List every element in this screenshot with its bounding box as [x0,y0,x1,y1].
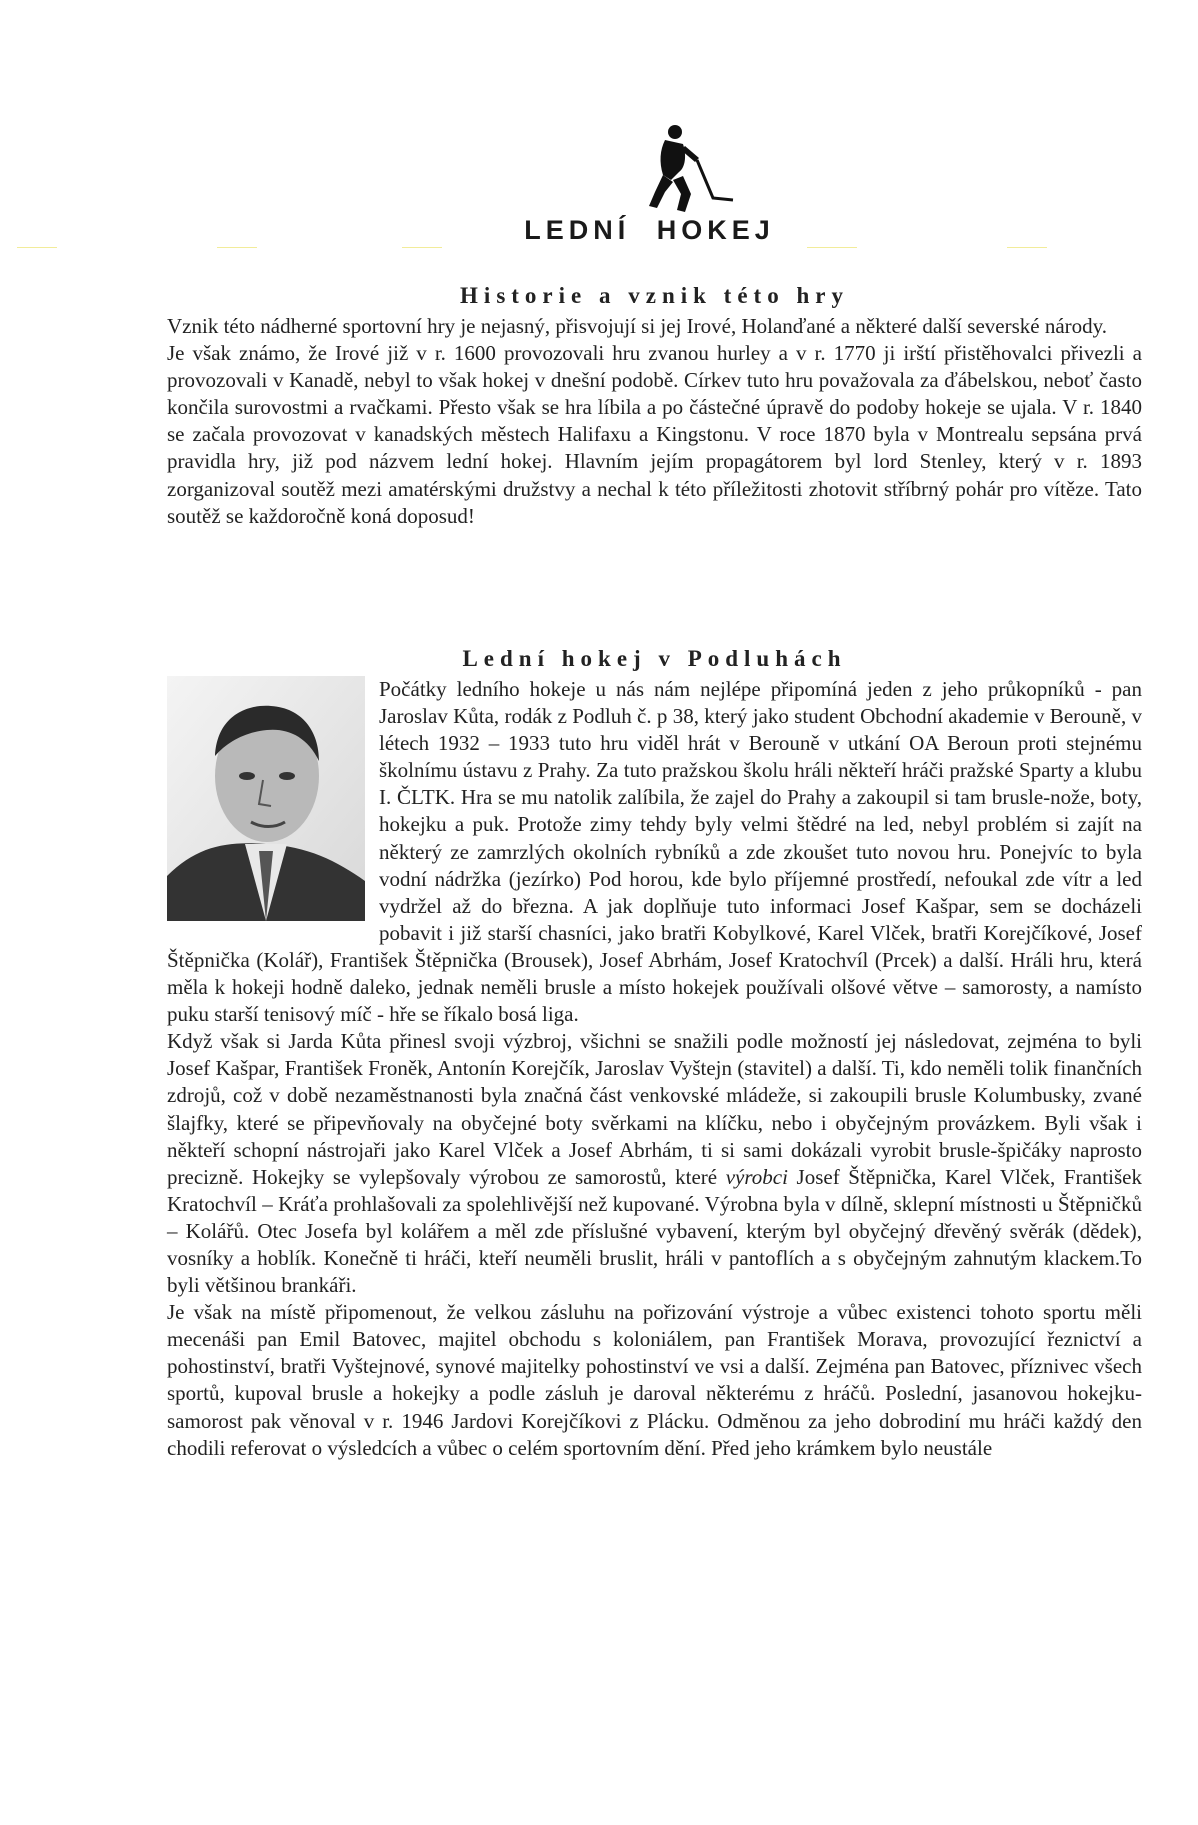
text-run: Josef Štěpnička, Karel Vlček, František Kratochvíl – Kráťa prohlašovali za spolehlivější než kupované. Výrobna byla v dílně, sklepní místnosti u Štěpničků – Kolářů. Otec Josefa byl kolářem a měl zde příslušné vybavení, kterým byl obyčejný dřevěný svěrák (dědek), vosníky a hoblík. Konečně ti hráči, kteří neuměli bruslit, hráli v pantoflích a s obyčejným zahnutým klackem.To byli většinou brankáři. [167,1164,1142,1298]
text-run: Když však si Jarda Kůta přinesl svoji výzbroj, všichni se snažili podle možností jej následovat, zejména to byli Josef Kašpar, František Froněk, Antonín Korejčík, Jaroslav Vyštejn (stavitel) a další. Ti, kdo neměli tolik finančních zdrojů, což v době nezaměstnanosti byla značná část venkovské mládeže, si zakoupili brusle Kolumbusky, zvané šlajfky, které se připevňovaly na obyčejné boty svěrkami na klíčku, nebo i obyčejným provázkem. Byli však i někteří schopní nástrojaři jako Karel Vlček a Josef Abrhám, ti si sami dokázali vyrobit brusle-špičáky naprosto precizně. Hokejky se vylepšovaly výrobou ze samorostů, které [167,1029,1142,1189]
hockey-player-icon [615,120,745,225]
paragraph: Je však na místě připomenout, že velkou zásluhu na pořizování výstroje a vůbec existenci tohoto sportu měli mecenáši pan Emil Batovec, majitel obchodu s koloniálem, pan František Morava, provozující řeznictví a pohostinství, bratři Vyštejnové, synové majitelky pohostinství ve vsi a další. Zejména pan Batovec, příznivec všech sportů, kupoval brusle a hokejky a podle zásluh je daroval některému z hráčů. Poslední, jasanovou hokejku-samorost pak věnoval v r. 1946 Jardovi Korejčíkovi z Plácku. Odměnou za jeho dobrodiní mu hráči každý den chodili referovat o výsledcích a vůbec o celém sportovním dění. Před jeho krámkem bylo neustále [167,1300,1142,1460]
divider-line [807,247,857,248]
text-run-italic: výrobci [725,1164,788,1189]
divider-line [217,247,257,248]
paragraph: Počátky ledního hokeje u nás nám nejlépe připomíná jeden z jeho průkopníků - pan Jaroslav Kůta, rodák z Podluh č. p 38, který jako student Obchodní akademie v Berouně, v létech 1932 – 1933 tuto hru viděl hrát v Berouně v utkání OA Beroun proti stejnému školnímu ústavu z Prahy. Za tuto pražskou školu hráli někteří hráči pražské Sparty a klubu I. ČLTK. Hra se mu natolik zalíbila, že zajel do Prahy a zakoupil si tam brusle-nože, boty, hokejku a puk. Protože zimy tehdy byly velmi štědré na led, nebyl problém si zajít na některý ze zamrzlých okolních rybníků a zde zkoušet tuto novou hru. Ponejvíc to byla vodní nádržka (jezírko) Pod horou, kde bylo příjemné prostředí, nefoukal zde vítr a led vydržel až do března. A jak doplňuje tuto informaci Josef Kašpar, sem se docházeli pobavit i již starší chasníci, jako bratři Kobylkové, Karel Vlček, bratři Korejčíkové, Josef Štěpnička (Kolář), František Štěpnička (Brousek), Josef Abrhám, Josef Kratochvíl (Prcek) a další. Hráli hru, která měla k hokeji hodně daleko, jednak neměli brusle a místo hokejek používali olšové větve – samorosty, a namísto puku starší tenisový míč - hře se říkalo bosá liga. [167,677,1142,1027]
paragraph [167,1028,1142,1299]
page-title: LEDNÍ HOKEJ [524,215,775,245]
paragraph: Je však známo, že Irové již v r. 1600 provozovali hru zvanou hurley a v r. 1770 ji irští přistěhovalci přivezli a provozovali v Kanadě, nebyl to však hokej v dnešní podobě. Církev tuto hru považovala za ďábelskou, neboť často končila surovostmi a rvačkami. Přesto však se hra líbila a po částečné úpravě do podoby hokeje se ujala. V r. 1840 se začala provozovat v kanadských městech Halifaxu a Kingstonu. V roce 1870 byla v Montrealu sepsána prvá pravidla hry, již pod názvem lední hokej. Hlavním jejím propagátorem byl lord Stenley, který v r. 1893 zorganizoval soutěž mezi amatérskými družstvy a nechal k této příležitosti zhotovit stříbrný pohár pro vítěze. Tato soutěž se každoročně koná doposud! [167,341,1142,528]
divider-line [402,247,442,248]
history-text [167,313,1142,530]
divider-line [17,247,57,248]
paragraph: Vznik této nádherné sportovní hry je nejasný, přisvojují si jej Irové, Holanďané a některé další severské národy. [167,314,1108,338]
podluhy-text [167,676,1142,1462]
divider-line [1007,247,1047,248]
section-title-podluhy: Lední hokej v Podluhách [462,646,847,671]
portrait-photo-icon [167,676,379,924]
section-title-history: Historie a vznik této hry [460,283,849,308]
